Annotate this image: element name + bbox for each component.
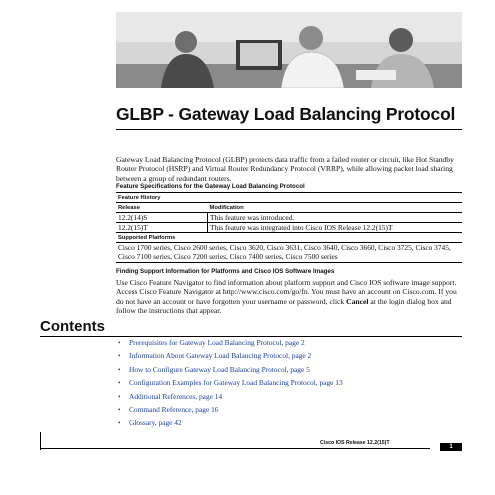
toc-item	[118, 349, 343, 362]
col-modification-header: Modification	[208, 203, 463, 213]
toc-link[interactable]: Additional References, page 14	[129, 391, 223, 401]
support-paragraph	[116, 278, 466, 316]
bullet: •	[118, 405, 121, 414]
toc-item	[118, 363, 343, 376]
footer-release: Cisco IOS Release 12.2(15)T	[320, 440, 390, 446]
bullet: •	[118, 352, 121, 361]
support-text-part-1: Use Cisco Feature Navigator to find information about platform support and Cisco IOS software image support. Access Cisco Feature Navigator at http://www.cisco.com/go/fn. You must have an account on Cisco.com. If you do not have an account or have forgotten your username or password, click	[116, 278, 457, 306]
supported-platforms-label: Supported Platforms	[116, 233, 462, 243]
release-cell: 12.2(14)S	[116, 213, 208, 223]
support-heading: Finding Support Information for Platforms and Cisco IOS Software Images	[116, 268, 335, 275]
toc-item	[118, 403, 343, 416]
page-title: GLBP - Gateway Load Balancing Protocol	[116, 104, 456, 124]
contents-heading: Contents	[40, 318, 105, 335]
modification-cell: This feature was integrated into Cisco IOS Release 12.2(15)T	[208, 223, 463, 233]
cancel-bold: Cancel	[346, 296, 369, 306]
toc-list	[118, 336, 343, 430]
support-text-part-2: at the login dialog box and follow the instructions that appear.	[116, 296, 452, 316]
footer-rule	[40, 448, 430, 449]
toc-item	[118, 376, 343, 389]
toc-link[interactable]: Glossary, page 42	[129, 418, 182, 428]
modification-cell: This feature was introduced.	[208, 213, 463, 223]
table-row	[116, 213, 462, 223]
bullet: •	[118, 419, 121, 428]
bullet: •	[118, 365, 121, 374]
toc-link[interactable]: Command Reference, page 16	[129, 404, 219, 414]
page-number: 1	[440, 443, 462, 451]
feature-specs-heading: Feature Specifications for the Gateway Load Balancing Protocol	[116, 183, 305, 190]
toc-link[interactable]: Prerequisites for Gateway Load Balancing Protocol, page 2	[129, 338, 305, 347]
toc-link[interactable]: Information About Gateway Load Balancing Protocol, page 2	[129, 351, 312, 361]
toc-link[interactable]: Configuration Examples for Gateway Load Balancing Protocol, page 13	[129, 378, 343, 388]
toc-item	[118, 336, 343, 349]
toc-item	[118, 390, 343, 403]
header-photo	[116, 12, 462, 88]
feature-history-label: Feature History	[116, 193, 462, 203]
bullet: •	[118, 392, 121, 401]
toc-link[interactable]: How to Configure Gateway Load Balancing Protocol, page 5	[129, 364, 310, 374]
bullet: •	[118, 379, 121, 388]
bullet: •	[118, 339, 121, 347]
intro-paragraph: Gateway Load Balancing Protocol (GLBP) protects data traffic from a failed router or circuit, like Hot Standby Router Protocol (HSRP) and Virtual Router Redundancy Protocol (VRRP), while allowing packet load sharing between a group of redundant routers.	[116, 155, 454, 183]
col-release-header: Release	[116, 203, 208, 213]
table-row	[116, 223, 462, 233]
toc-item	[118, 416, 343, 429]
supported-platforms-list: Cisco 1700 series, Cisco 2600 series, Cisco 3620, Cisco 3631, Cisco 3640, Cisco 3660, Cisco 3725, Cisco 3745, Cisco 7100 series, Cisco 7200 series, Cisco 7400 series, Cisco 7500 series	[116, 243, 462, 263]
feature-specs-table	[116, 192, 462, 263]
title-rule	[116, 129, 462, 130]
release-cell: 12.2(15)T	[116, 223, 208, 233]
